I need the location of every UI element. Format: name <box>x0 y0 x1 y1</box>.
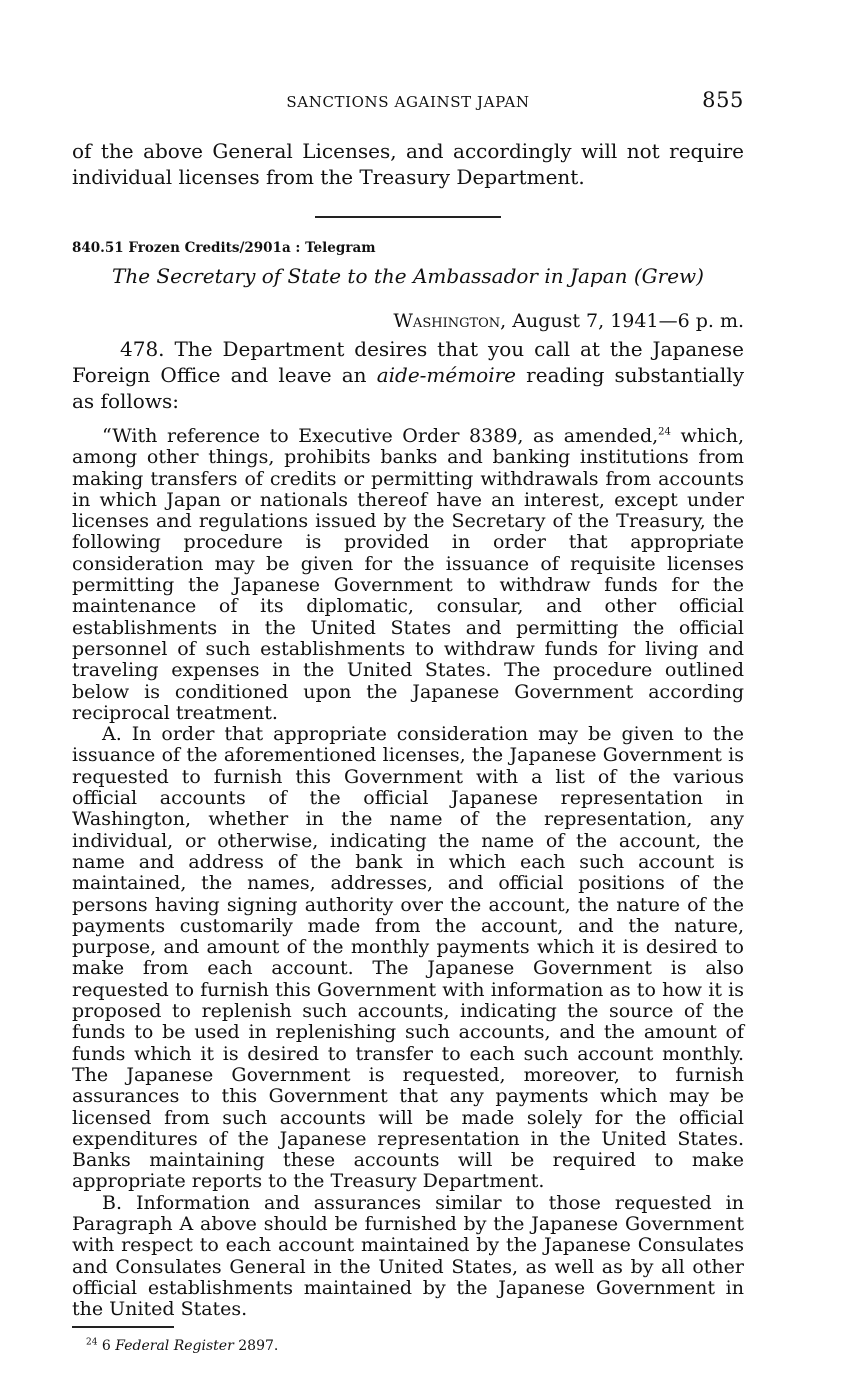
running-header <box>72 88 744 120</box>
footnote-reference: 24 <box>658 426 671 438</box>
lead-text-end: reading substantially as follows: <box>72 363 745 413</box>
file-reference: 840.51 Frozen Credits/2901a : Telegram <box>72 240 376 256</box>
footnote-volume: 6 <box>101 1338 111 1355</box>
lead-text: The Department desires that you call at the Japanese Foreign Office and leave an <box>72 337 745 387</box>
dateline: Washington, August 7, 1941—6 p. m. <box>393 310 744 332</box>
quote-paragraph-b: B. Information and assurances similar to those requested in Paragraph A above should be furnished by the Japanese Government with respect to each account maintained by the Japanese Consulates and Consulates General in the United States, as well as by all other official establishments maintained by the Japanese Government in the United States. <box>72 1191 744 1321</box>
lead-italic-term: aide-mémoire <box>376 363 517 387</box>
quoted-aide-memoire <box>72 426 744 1320</box>
running-title: SANCTIONS AGAINST JAPAN <box>286 93 530 111</box>
footnote <box>72 1338 744 1354</box>
quote-paragraph-a: A. In order that appropriate consideration may be given to the issuance of the aforementioned licenses, the Japanese Government is requested to furnish this Government with a list of the various official accounts of the official Japanese representation in Washington, whether in the name of the representation, any individual, or otherwise, indicating the name of the account, the name and address of the bank in which each such account is maintained, the names, addresses, and official positions of the persons having signing authority over the account, the nature of the payments customarily made from the account, and the nature, purpose, and amount of the monthly payments which it is desired to make from each account. The Japanese Government is also requested to furnish this Government with information as to how it is proposed to replenish such accounts, indicating the source of the funds to be used in replenishing such accounts, and the amount of funds which it is desired to transfer to each such account monthly. The Japanese Government is requested, moreover, to furnish assurances to this Government that any payments which may be licensed from such accounts will be made solely for the official expenditures of the Japanese representation in the United States. Banks maintaining these accounts will be required to make appropriate reports to the Treasury Department. <box>72 723 744 1193</box>
quote-paragraph-intro <box>72 426 744 724</box>
telegram-number: 478. <box>120 337 165 361</box>
footnote-marker: 24 <box>86 1337 98 1348</box>
dateline-date: August 7, 1941—6 p. m. <box>512 310 744 332</box>
footnote-page: 2897. <box>238 1338 279 1355</box>
footnote-divider <box>72 1326 174 1328</box>
quote-intro-start: “With reference to Executive Order 8389, as amended, <box>102 425 659 447</box>
footnote-source: Federal Register <box>115 1338 234 1355</box>
quote-intro-rest: which, among other things, prohibits banks and banking institutions from making transfers of credits or permitting withdrawals from accounts in which Japan or nationals thereof have an interest, except under licenses and regulations issued by the Secretary of the Treasury, the following procedure is provided in order that appropriate consideration may be given for the issuance of requisite licenses permitting the Japanese Government to withdraw funds for the maintenance of its diplomatic, consular, and other official establishments in the United States and permitting the official personnel of such establishments to withdraw funds for living and traveling expenses in the United States. The procedure outlined below is conditioned upon the Japanese Government according reciprocal treatment. <box>72 425 744 724</box>
section-divider <box>315 216 501 218</box>
lead-paragraph <box>72 336 744 414</box>
continued-paragraph: of the above General Licenses, and accordingly will not require individual licenses from the Treasury Department. <box>72 139 744 189</box>
document-page <box>72 88 744 1354</box>
dateline-place: Washington <box>393 310 501 332</box>
page-number: 855 <box>702 88 744 112</box>
document-heading: The Secretary of State to the Ambassador in Japan (Grew) <box>112 264 704 288</box>
